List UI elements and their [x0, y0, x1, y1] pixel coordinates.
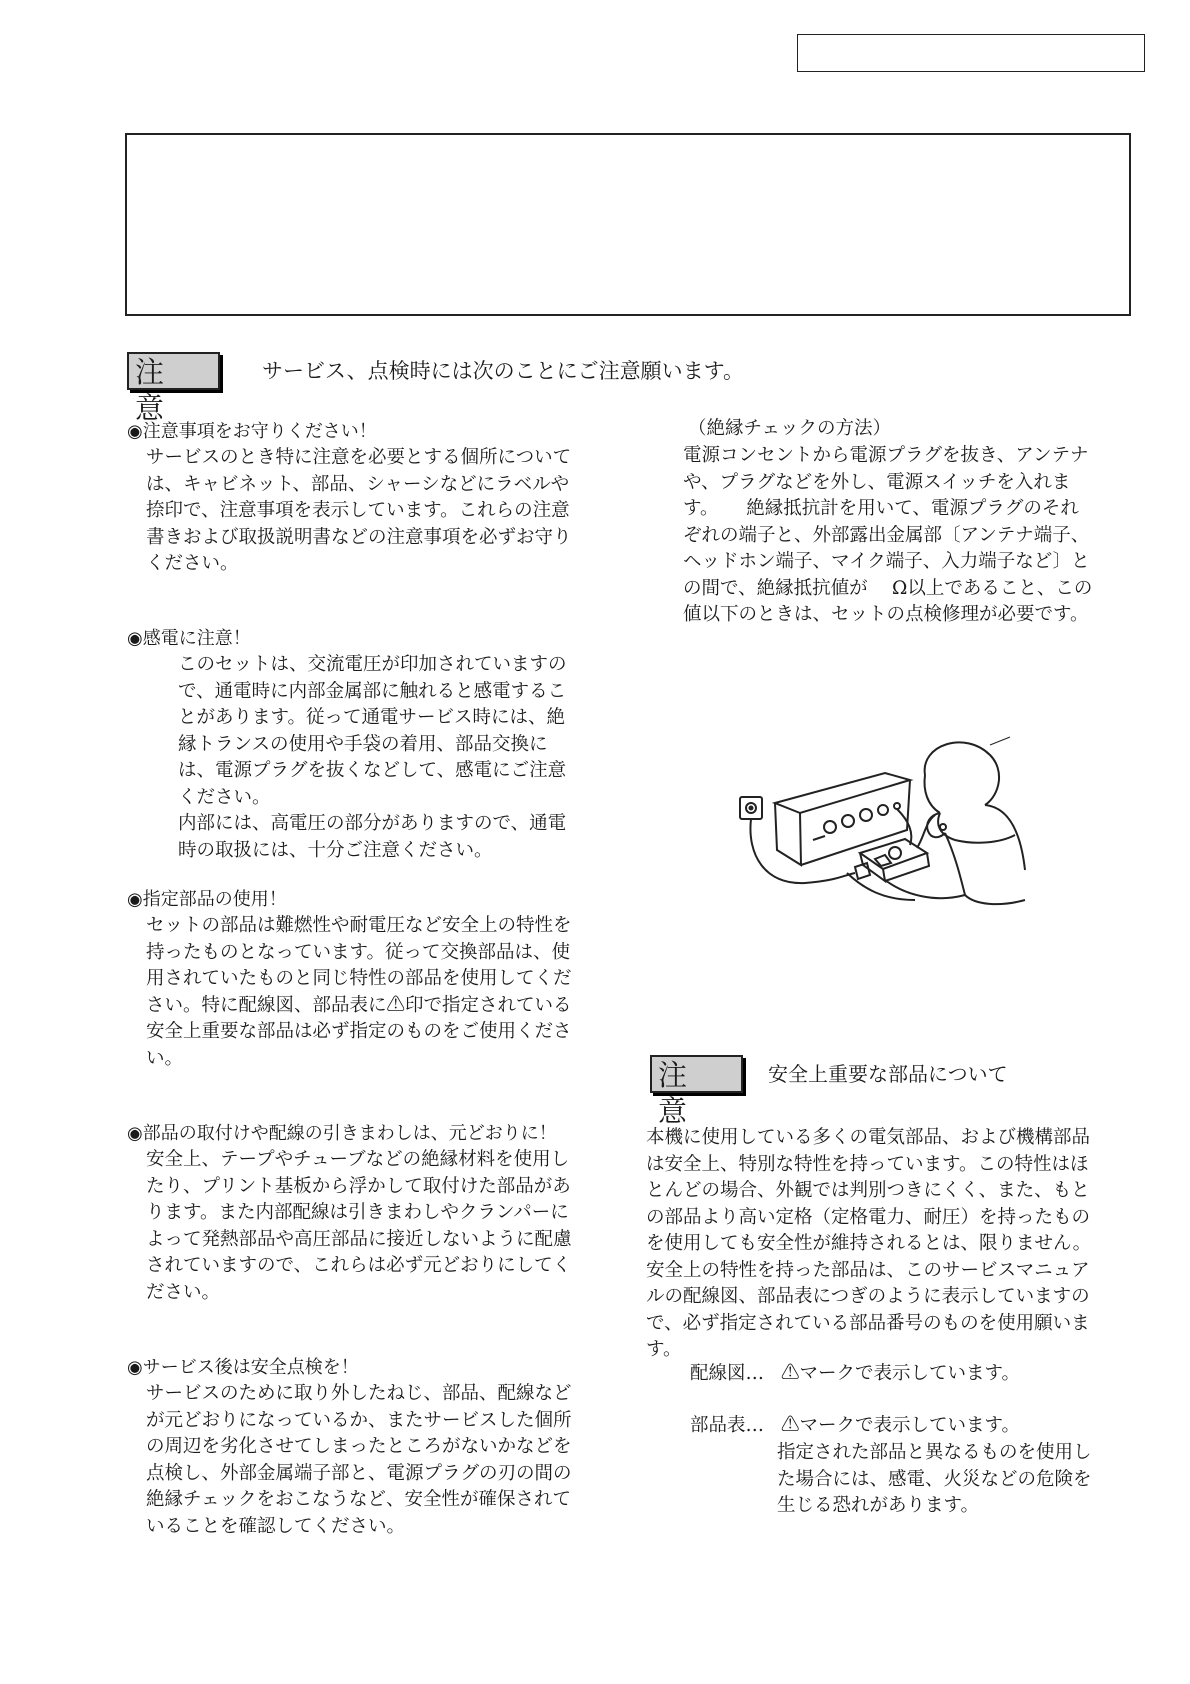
section-body: このセットは、交流電圧が印加されていますの で、通電時に内部金属部に触れると感電するこ とがあります。従って通電サービス時には、絶 縁トランスの使用や手袋の着用、部品交換に は、電源プラグを抜くなどして、感電にご注意 ください。 内部には、高電圧の部分がありますので、通電 時の取扱には、十分ご注意ください。 — [178, 654, 567, 861]
section-title: ◉注意事項をお守りください！ — [127, 421, 377, 442]
safety-parts-body: 本機に使用している多くの電気部品、および機構部品 は安全上、特別な特性を持っています。この特性はほ とんどの場合、外観では判別つきにくく、また、もと の部品より高い定格（定格電力、耐圧）を持ったもの を使用しても安全性が維持されるとは、限りません。 安全上の特性を持った部品は、このサービスマニュア ルの配線図、部品表につぎのように表示していますの で、必ず指定されている部品番号のものを使用願いま す。 — [646, 1127, 1092, 1360]
technician-icon — [925, 742, 999, 805]
parts-list-text: ⚠マークで表示しています。 — [781, 1415, 1021, 1436]
model-number-box — [797, 34, 1145, 72]
section-title: ◉サービス後は安全点検を！ — [127, 1357, 359, 1378]
header-frame — [125, 133, 1131, 316]
section-title: ◉指定部品の使用！ — [127, 889, 287, 910]
section-body: サービスのとき特に注意を必要とする個所については、キャビネット、部品、シャーシなどにラベルや 捺印で、注意事項を表示しています。これらの注意 書きおよび取扱説明書などの注意事項を必ずお守り ください。 — [146, 447, 572, 574]
wiring-diagram-label: 配線図… — [690, 1363, 765, 1384]
wiring-diagram-text: ⚠マークで表示しています。 — [781, 1363, 1021, 1384]
caution-subtitle: サービス、点検時には次のことにご注意願います。 — [262, 359, 744, 383]
insulation-check-illustration — [735, 735, 1035, 935]
section-title: ◉感電に注意！ — [127, 628, 251, 649]
parts-list-note: 指定された部品と異なるものを使用し た場合には、感電、火災などの危険を 生じる恐れがあります。 — [777, 1442, 1092, 1516]
caution-badge: 注意 — [127, 352, 220, 390]
insulation-check-title: （絶縁チェックの方法） — [688, 418, 891, 439]
section-title: ◉部品の取付けや配線の引きまわしは、元どおりに！ — [127, 1123, 557, 1144]
section-body: サービスのために取り外したねじ、部品、配線など が元どおりになっているか、またサービスした個所 の周辺を劣化させてしまったところがないかなどを 点検し、外部金属端子部と、電源プラグの刃の間の 絶縁チェックをおこなうなど、安全性が確保されて いることを確認してください。 — [146, 1383, 572, 1537]
safety-caution-badge: 注意 — [650, 1055, 743, 1093]
safety-parts-subtitle: 安全上重要な部品について — [768, 1062, 1008, 1086]
section-body: セットの部品は難燃性や耐電圧など安全上の特性を 持ったものとなっています。従って交換部品は、使 用されていたものと同じ特性の部品を使用してくだ さい。特に配線図、部品表に⚠印で指定されている 安全上重要な部品は必ず指定のものをご使用くださ い。 — [146, 915, 572, 1069]
insulation-check-body: 電源コンセントから電源プラグを抜き、アンテナ や、プラグなどを外し、電源スイッチを入れま す。 絶縁抵抗計を用いて、電源プラグのそれ ぞれの端子と、外部露出金属部〔アンテナ端子、 ヘッドホン端子、マイク端子、入力端子など〕と の間で、絶縁抵抗値が Ω以上であること、この 値以下のときは、セットの点検修理が必要です。 — [683, 445, 1093, 625]
section-body: 安全上、テープやチューブなどの絶縁材料を使用し たり、プリント基板から浮かして取付けた部品があ ります。また内部配線は引きまわしやクランパーに よって発熱部品や高圧部品に接近しないように配慮 されていますので、これらは必ず元どおりにしてく ださい。 — [146, 1149, 572, 1303]
parts-list-label: 部品表… — [690, 1415, 765, 1436]
plug-icon — [855, 863, 870, 879]
